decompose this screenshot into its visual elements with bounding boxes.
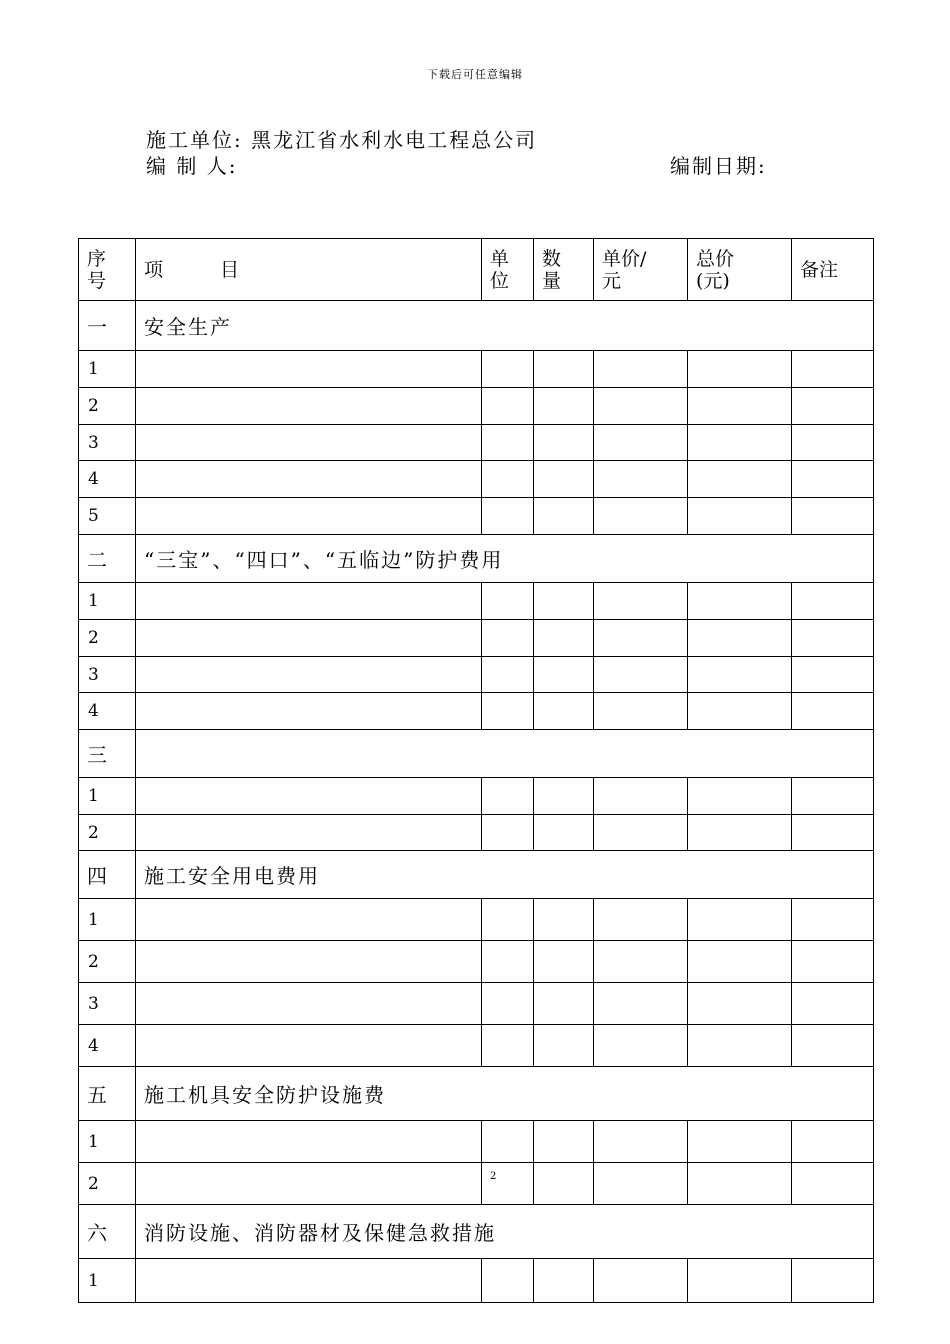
cell-total (688, 1025, 792, 1067)
row-number: 1 (79, 778, 136, 815)
cell-unit (482, 1163, 534, 1205)
cell-price (594, 1121, 688, 1163)
cell-unit (482, 941, 534, 983)
cell-price (594, 941, 688, 983)
cell-qty (534, 1163, 594, 1205)
cell-price (594, 899, 688, 941)
cell-note (792, 815, 874, 851)
section-title: “三宝”、“四口”、“五临边”防护费用 (136, 535, 874, 583)
header-price: 单价/ 元 (594, 239, 688, 301)
cell-unit (482, 983, 534, 1025)
section-row (79, 1067, 874, 1121)
cell-price (594, 461, 688, 498)
cell-qty (534, 778, 594, 815)
cell-price (594, 425, 688, 461)
watermark: 下载后可任意编辑 (427, 68, 523, 81)
cell-qty (534, 620, 594, 657)
date-label: 编制日期: (670, 154, 767, 178)
cell-note (792, 778, 874, 815)
cell-total (688, 693, 792, 730)
cell-unit (482, 899, 534, 941)
header-seq: 序 号 (79, 239, 136, 301)
cell-qty (534, 1259, 594, 1303)
cell-note (792, 899, 874, 941)
cell-note (792, 1121, 874, 1163)
cell-item (136, 425, 482, 461)
cell-price (594, 498, 688, 535)
row-number: 1 (79, 351, 136, 388)
row-number: 2 (79, 815, 136, 851)
section-title: 消防设施、消防器材及保健急救措施 (136, 1205, 874, 1259)
table-row (79, 351, 874, 388)
cell-total (688, 778, 792, 815)
cell-unit (482, 425, 534, 461)
cell-item (136, 657, 482, 693)
cell-item (136, 815, 482, 851)
section-row (79, 1205, 874, 1259)
cell-total (688, 1121, 792, 1163)
cell-qty (534, 425, 594, 461)
section-row (79, 301, 874, 351)
cell-note (792, 1163, 874, 1205)
table-row (79, 899, 874, 941)
cell-qty (534, 983, 594, 1025)
construction-unit: 施工单位: 黑龙江省水利水电工程总公司 (146, 128, 538, 152)
table-row (79, 425, 874, 461)
preparer-label: 编 制 人: (146, 154, 238, 178)
table-header-row (79, 239, 874, 301)
cell-item (136, 583, 482, 620)
table-row (79, 1163, 874, 1205)
row-number: 1 (79, 1259, 136, 1303)
section-row (79, 851, 874, 899)
table-row (79, 778, 874, 815)
cell-item (136, 778, 482, 815)
section-title: 安全生产 (136, 301, 874, 351)
cell-price (594, 1259, 688, 1303)
cell-qty (534, 583, 594, 620)
cell-qty (534, 1025, 594, 1067)
cell-total (688, 388, 792, 425)
cell-note (792, 941, 874, 983)
row-number: 3 (79, 983, 136, 1025)
header-unit: 单 位 (482, 239, 534, 301)
cell-total (688, 1259, 792, 1303)
cell-total (688, 351, 792, 388)
cell-total (688, 815, 792, 851)
cell-item (136, 498, 482, 535)
table-row (79, 657, 874, 693)
cell-price (594, 351, 688, 388)
header-total: 总价 (元) (688, 239, 792, 301)
cell-unit (482, 351, 534, 388)
cell-unit (482, 657, 534, 693)
cell-qty (534, 498, 594, 535)
cell-price (594, 657, 688, 693)
section-number: 五 (79, 1067, 136, 1121)
cell-price (594, 778, 688, 815)
table-row (79, 815, 874, 851)
table-row (79, 983, 874, 1025)
table-row (79, 388, 874, 425)
cell-price (594, 388, 688, 425)
cell-note (792, 983, 874, 1025)
cell-unit (482, 388, 534, 425)
table-row (79, 498, 874, 535)
cell-item (136, 1025, 482, 1067)
header-qty: 数 量 (534, 239, 594, 301)
cell-note (792, 425, 874, 461)
cell-total (688, 498, 792, 535)
table-row (79, 1259, 874, 1303)
cell-qty (534, 351, 594, 388)
cell-qty (534, 388, 594, 425)
cell-total (688, 899, 792, 941)
cell-note (792, 461, 874, 498)
cell-total (688, 583, 792, 620)
cost-table (78, 238, 874, 1303)
row-number: 4 (79, 461, 136, 498)
cell-item (136, 899, 482, 941)
section-number: 二 (79, 535, 136, 583)
cell-note (792, 583, 874, 620)
cell-unit (482, 583, 534, 620)
cell-qty (534, 657, 594, 693)
row-number: 4 (79, 693, 136, 730)
cell-note (792, 1025, 874, 1067)
section-number: 六 (79, 1205, 136, 1259)
cell-price (594, 693, 688, 730)
cell-note (792, 498, 874, 535)
cell-item (136, 351, 482, 388)
cell-unit (482, 1121, 534, 1163)
cell-price (594, 620, 688, 657)
cell-total (688, 983, 792, 1025)
cell-unit (482, 1025, 534, 1067)
header-note: 备注 (792, 239, 874, 301)
cell-note (792, 693, 874, 730)
cell-total (688, 461, 792, 498)
section-row (79, 730, 874, 778)
cell-unit (482, 778, 534, 815)
cell-item (136, 1259, 482, 1303)
cell-qty (534, 899, 594, 941)
table-row (79, 620, 874, 657)
cell-total (688, 941, 792, 983)
row-number: 1 (79, 1121, 136, 1163)
cell-qty (534, 1121, 594, 1163)
cell-total (688, 620, 792, 657)
cell-unit (482, 1259, 534, 1303)
cell-item (136, 1121, 482, 1163)
cell-total (688, 1163, 792, 1205)
table-row (79, 941, 874, 983)
cell-unit (482, 461, 534, 498)
row-number: 1 (79, 899, 136, 941)
cell-total (688, 425, 792, 461)
cell-total (688, 657, 792, 693)
table-row (79, 1121, 874, 1163)
row-number: 3 (79, 425, 136, 461)
section-number: 三 (79, 730, 136, 778)
header-item: 项 目 (136, 239, 482, 301)
section-title: 施工安全用电费用 (136, 851, 874, 899)
cell-unit (482, 815, 534, 851)
cell-qty (534, 941, 594, 983)
cell-unit (482, 498, 534, 535)
table-row (79, 1025, 874, 1067)
row-number: 2 (79, 620, 136, 657)
section-title (136, 730, 874, 778)
cell-item (136, 620, 482, 657)
cell-price (594, 815, 688, 851)
cell-item (136, 693, 482, 730)
cell-item (136, 1163, 482, 1205)
row-number: 1 (79, 583, 136, 620)
cell-note (792, 388, 874, 425)
row-number: 2 (79, 941, 136, 983)
row-number: 4 (79, 1025, 136, 1067)
cell-item (136, 461, 482, 498)
cell-qty (534, 815, 594, 851)
cell-item (136, 388, 482, 425)
stray-mark: 2 (490, 1171, 497, 1182)
cell-unit (482, 620, 534, 657)
section-number: 四 (79, 851, 136, 899)
cell-price (594, 1025, 688, 1067)
row-number: 3 (79, 657, 136, 693)
cell-price (594, 1163, 688, 1205)
cell-item (136, 983, 482, 1025)
cell-qty (534, 693, 594, 730)
section-number: 一 (79, 301, 136, 351)
section-title: 施工机具安全防护设施费 (136, 1067, 874, 1121)
cell-price (594, 983, 688, 1025)
cell-unit (482, 693, 534, 730)
table-row (79, 583, 874, 620)
cell-qty (534, 461, 594, 498)
section-row (79, 535, 874, 583)
cell-note (792, 657, 874, 693)
row-number: 5 (79, 498, 136, 535)
table-row (79, 693, 874, 730)
cell-item (136, 941, 482, 983)
row-number: 2 (79, 1163, 136, 1205)
cell-note (792, 1259, 874, 1303)
cell-note (792, 620, 874, 657)
row-number: 2 (79, 388, 136, 425)
cell-price (594, 583, 688, 620)
cell-note (792, 351, 874, 388)
table-row (79, 461, 874, 498)
